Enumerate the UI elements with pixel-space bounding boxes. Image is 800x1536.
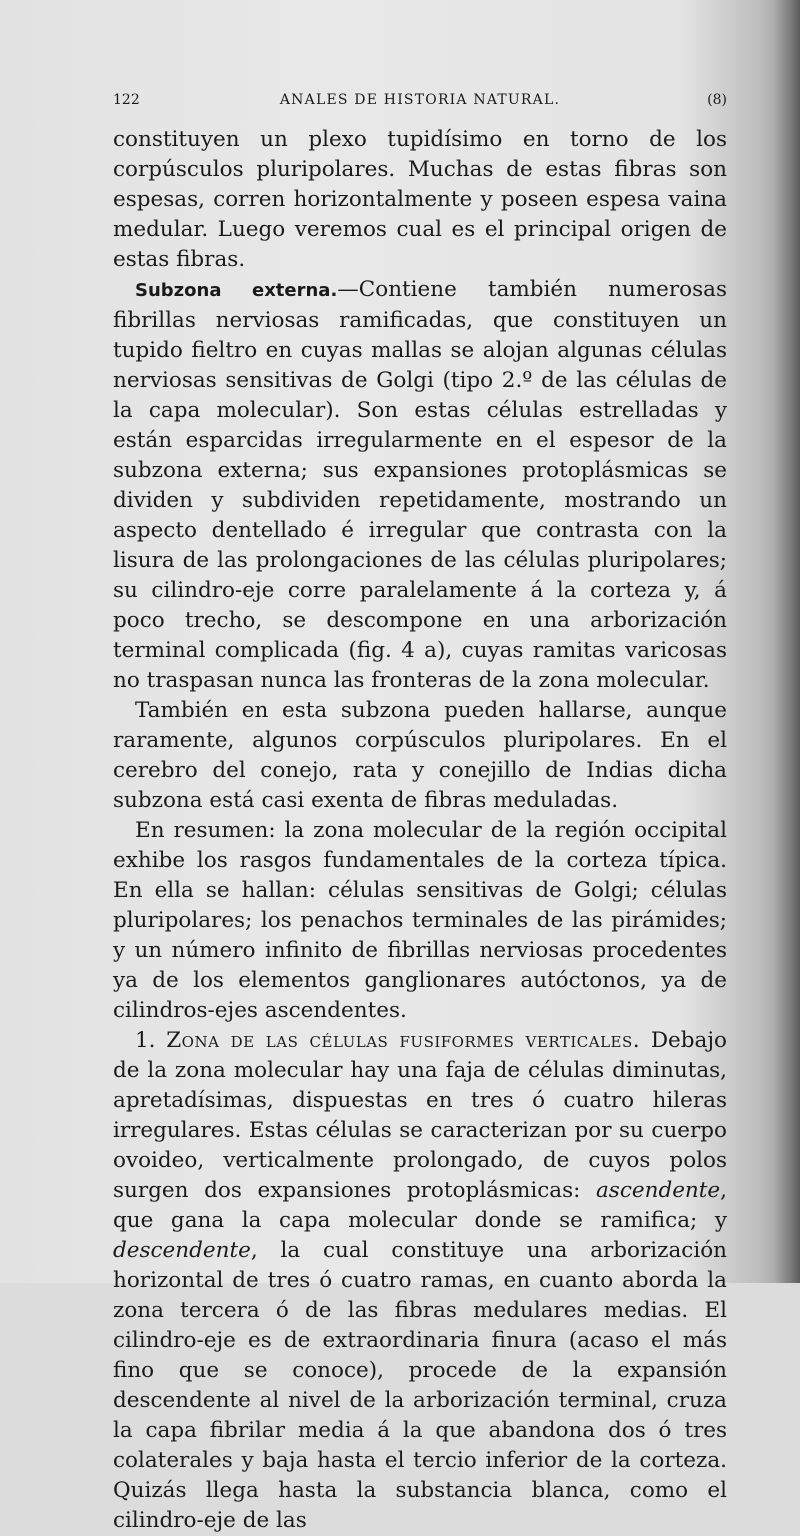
section-heading: Zona de las células fusiformes verticales. <box>166 1028 641 1053</box>
body-text <box>113 125 727 1536</box>
page-number: 122 <box>113 92 140 108</box>
paragraph-subzona-externa <box>113 275 727 696</box>
paragraph-text: Debajo de la zona molecular hay una faja de células diminutas, apretadísimas, dispuestas en tres ó cuatro hileras irregulares. Estas células se caracterizan por su cuerpo ovoideo, verticalmente prolongado, de cuyos polos surgen dos expansiones protoplásmicas: <box>113 1028 727 1203</box>
paragraph-plexo: constituyen un plexo tupidísimo en torno de los corpúsculos pluripolares. Muchas de estas fibras son espesas, corren horizontalmente y poseen espesa vaina medular. Luego veremos cual es el principal origen de estas fibras. <box>113 127 727 272</box>
part-marker: (8) <box>707 92 727 108</box>
paragraph-corpusculos: También en esta subzona pueden hallarse, aunque raramente, algunos corpúsculos pluripolares. En el cerebro del conejo, rata y conejillo de Indias dicha subzona está casi exenta de fibras meduladas. <box>113 698 727 813</box>
paragraph-text: —Contiene también numerosas fibrillas nerviosas ramificadas, que constituyen un tupido fieltro en cuyas mallas se alojan algunas células nerviosas sensitivas de Golgi (tipo 2.º de las células de la capa molecular). Son estas células estrelladas y están esparcidas irregularmente en el espesor de la subzona externa; sus expansiones protoplásmicas se dividen y subdividen repetidamente, mostrando un aspecto dentellado é irregular que contrasta con la lisura de las prolongaciones de las células pluripolares; su cilindro-eje corre paralelamente á la corteza y, á poco trecho, se descompone en una arborización terminal complicada (fig. 4 a), cuyas ramitas varicosas no traspasan nunca las fronteras de la zona molecular. <box>113 277 727 693</box>
page-gutter-shadow <box>774 0 800 1283</box>
paragraph-zona-fusiformes <box>113 1026 727 1536</box>
running-header <box>113 92 727 114</box>
italic-term-ascendente: ascendente <box>595 1178 721 1203</box>
journal-title: ANALES DE HISTORIA NATURAL. <box>279 92 561 108</box>
paragraph-text: , la cual constituye una arborización horizontal de tres ó cuatro ramas, en cuanto aborda la zona tercera ó de las fibras medulares medias. El cilindro-eje es de extraordinaria finura (acaso el más fino que se conoce), procede de la expansión descendente al nivel de la arborización terminal, cruza la capa fibrilar media á la que abandona dos ó tres colaterales y baja hasta el tercio inferior de la corteza. Quizás llega hasta la substancia blanca, como el cilindro-eje de las <box>113 1238 727 1533</box>
paragraph-text: , que gana la capa molecular donde se ramifica; y <box>113 1178 727 1233</box>
subsection-heading: Subzona externa. <box>135 280 338 301</box>
italic-term-descendente: descendente <box>113 1238 251 1263</box>
paragraph-resumen: En resumen: la zona molecular de la región occipital exhibe los rasgos fundamentales de la corteza típica. En ella se hallan: células sensitivas de Golgi; células pluripolares; los penachos terminales de las pirámides; y un número infinito de fibrillas nerviosas procedentes ya de los elementos ganglionares autóctonos, ya de cilindros-ejes ascendentes. <box>113 818 727 1023</box>
section-number: 1. <box>135 1028 156 1053</box>
